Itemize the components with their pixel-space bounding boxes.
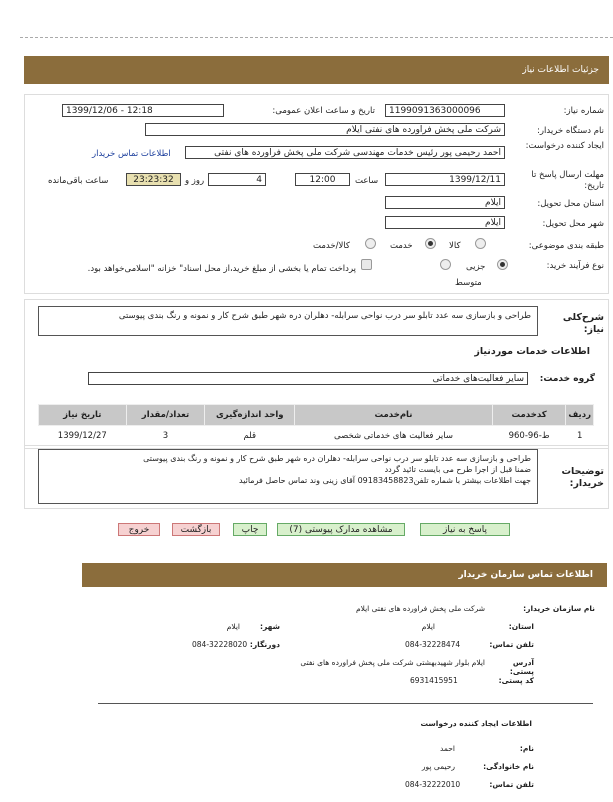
- creator-name-label: نام:: [519, 744, 534, 753]
- header-title: جزئیات اطلاعات نیاز: [522, 65, 599, 75]
- category-label: طبقه بندی موضوعی:: [528, 241, 604, 251]
- header-bar: [24, 56, 609, 84]
- category-radio-both[interactable]: [365, 238, 376, 249]
- category-option-both: کالا/خدمت: [313, 241, 350, 251]
- col-unit: واحد اندازه‌گیری: [205, 405, 295, 426]
- postal-value: 6931415951: [410, 676, 458, 685]
- org-value: شرکت ملی پخش فراورده های نفتی ایلام: [355, 604, 485, 613]
- process-option-minor: جزیی: [466, 262, 486, 272]
- creator-family-label: نام خانوادگی:: [483, 762, 534, 771]
- creator-phone-label: تلفن تماس:: [489, 780, 534, 789]
- category-option-goods: کالا: [449, 241, 461, 251]
- back-button[interactable]: بازگشت: [172, 523, 220, 536]
- summary-label: شرح‌کلی نیاز:: [562, 312, 604, 335]
- notes-label: توضیحات خریدار:: [561, 466, 604, 489]
- reply-button[interactable]: پاسخ به نیاز: [420, 523, 510, 536]
- category-radio-goods[interactable]: [475, 238, 486, 249]
- org-label: نام سازمان خریدار:: [523, 604, 595, 613]
- time-label: ساعت: [355, 176, 379, 186]
- fax-label: دورنگار:: [249, 640, 280, 649]
- payment-checkbox[interactable]: [361, 259, 372, 270]
- province-field[interactable]: ایلام: [385, 196, 505, 209]
- cell-name: سایر فعالیت های خدماتی شخصی: [295, 426, 493, 446]
- remaining-label: ساعت باقی‌مانده: [48, 176, 109, 186]
- summary-text: طراحی و بازسازی سه عدد تابلو سر درب نواحی سرابله- دهلران دره شهر طبق شرح کار و نمونه و رنگ بندی پیوستی: [38, 306, 538, 336]
- services-heading: اطلاعات خدمات موردنیاز: [474, 346, 590, 357]
- category-option-service: خدمت: [390, 241, 413, 251]
- province-label: استان محل تحویل:: [537, 199, 604, 209]
- contact-city-label: شهر:: [260, 622, 280, 631]
- category-radio-service[interactable]: [425, 238, 436, 249]
- days-field[interactable]: 4: [208, 173, 266, 186]
- process-option-medium: متوسط: [455, 278, 482, 288]
- notes-line-2: ضمنا قبل از اجرا طرح می بایست تائید گردد: [384, 465, 531, 474]
- cell-code: ط-96-960: [492, 426, 565, 446]
- notes-line-1: طراحی و بازسازی سه عدد تابلو سر درب نواحی سرابله- دهلران دره شهر طبق شرح کار و نمونه و رنگ بندی پیوستی: [143, 454, 531, 463]
- exit-button[interactable]: خروج: [118, 523, 160, 536]
- cell-row: 1: [566, 426, 594, 446]
- payment-note: پرداخت تمام یا بخشی از مبلغ خرید،از محل اسناد" خزانه "اسلامی‌خواهد بود.: [87, 264, 356, 274]
- contact-title: اطلاعات تماس سازمان خریدار: [458, 570, 593, 580]
- col-name: نام‌خدمت: [295, 405, 493, 426]
- notes-line-3: جهت اطلاعات بیشتر با شماره تلفن09183458823 آقای زینی وند تماس حاصل فرمائید: [239, 476, 531, 485]
- services-table-header: [39, 405, 594, 426]
- process-radio-medium[interactable]: [440, 259, 451, 270]
- attachments-button[interactable]: مشاهده مدارک پیوستی (7): [277, 523, 405, 536]
- process-label: نوع فرآیند خرید:: [546, 261, 604, 271]
- buyer-contact-link[interactable]: اطلاعات تماس خریدار: [92, 149, 171, 159]
- creator-name-value: احمد: [440, 744, 455, 753]
- contact-province-label: استان:: [508, 622, 534, 631]
- deadline-label: مهلت ارسال پاسخ تا تاریخ:: [531, 170, 604, 191]
- phone-value: 084-32228474: [405, 640, 461, 649]
- buyer-org-label: نام دستگاه خریدار:: [537, 126, 604, 136]
- deadline-date-field[interactable]: 1399/12/11: [385, 173, 505, 186]
- phone-label: تلفن تماس:: [489, 640, 534, 649]
- announce-field[interactable]: 1399/12/06 - 12:18: [62, 104, 224, 117]
- need-number-label: شماره نیاز:: [563, 106, 604, 116]
- notes-text: [38, 449, 538, 504]
- need-number-field[interactable]: 1199091363000096: [385, 104, 505, 117]
- table-row: [39, 426, 594, 446]
- col-code: کدخدمت: [492, 405, 565, 426]
- top-divider: [20, 37, 613, 38]
- creator-family-value: رحیمی پور: [421, 762, 455, 771]
- col-row: ردیف: [566, 405, 594, 426]
- fax-value: 084-32228020: [192, 640, 248, 649]
- remaining-time-field: 23:23:32: [126, 173, 181, 186]
- creator-phone-value: 084-32222010: [405, 780, 461, 789]
- city-label: شهر محل تحویل:: [542, 219, 604, 229]
- col-date: تاریخ نیاز: [39, 405, 127, 426]
- cell-unit: قلم: [205, 426, 295, 446]
- creator-heading: اطلاعات ایجاد کننده درخواست: [420, 719, 532, 728]
- address-value: ایلام بلوار شهیدبهشتی شرکت ملی پخش فراورده های نفتی: [300, 658, 485, 667]
- services-table: [38, 404, 594, 446]
- service-group-label: گروه خدمت:: [539, 374, 595, 384]
- postal-label: کد پستی:: [498, 676, 534, 685]
- print-button[interactable]: چاپ: [233, 523, 267, 536]
- process-radio-minor[interactable]: [497, 259, 508, 270]
- cell-qty: 3: [126, 426, 205, 446]
- contact-city-value: ایلام: [226, 622, 240, 631]
- announce-label: تاریخ و ساعت اعلان عمومی:: [272, 106, 375, 116]
- contact-divider: [98, 703, 593, 704]
- address-label: آدرس پستی:: [509, 658, 534, 676]
- city-field[interactable]: ایلام: [385, 216, 505, 229]
- contact-header-bar: [82, 563, 607, 587]
- contact-province-value: ایلام: [421, 622, 435, 631]
- creator-label: ایجاد کننده درخواست:: [525, 141, 604, 151]
- cell-date: 1399/12/27: [39, 426, 127, 446]
- deadline-time-field[interactable]: 12:00: [295, 173, 350, 186]
- creator-field[interactable]: احمد رحیمی پور رئیس خدمات مهندسی شرکت ملی پخش فراورده های نفتی: [185, 146, 505, 159]
- col-qty: تعداد/مقدار: [126, 405, 205, 426]
- days-label: روز و: [185, 176, 205, 186]
- buyer-org-field[interactable]: شرکت ملی پخش فراورده های نفتی ایلام: [145, 123, 505, 136]
- service-group-field[interactable]: سایر فعالیت‌های خدماتی: [88, 372, 528, 385]
